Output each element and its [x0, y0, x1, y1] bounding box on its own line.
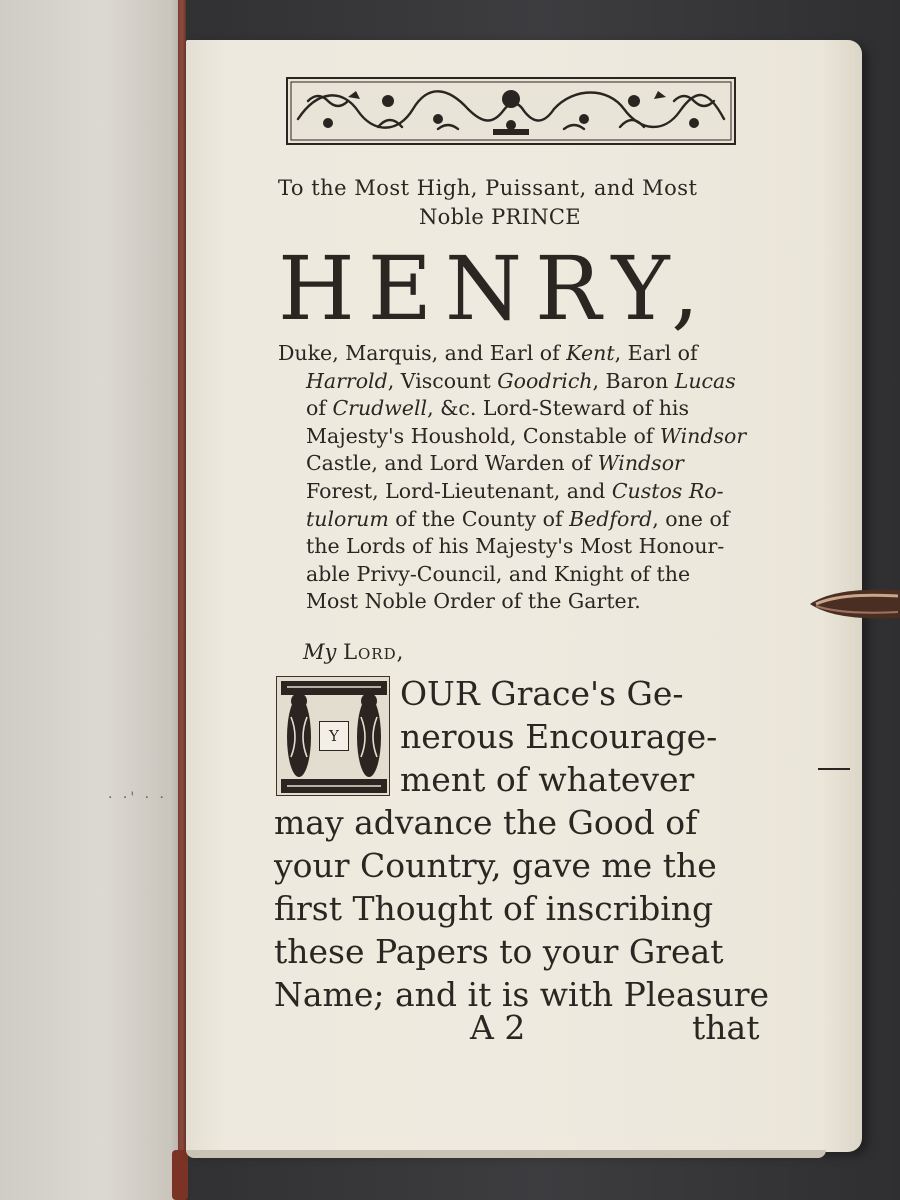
dedicatee-titles: [278, 340, 746, 616]
title-line: Forest, Lord-Lieutenant, and Custos Ro-: [306, 478, 724, 503]
greeting: [303, 640, 404, 664]
title-line: Harrold, Viscount Goodrich, Baron Lucas: [306, 368, 736, 393]
title-line: Castle, and Lord Warden of Windsor: [306, 451, 684, 476]
page-clip: [808, 582, 900, 624]
body-line: nerous Encourage-: [400, 717, 718, 756]
initial-letter: Y: [319, 721, 349, 751]
salutation-line-2: Noble PRINCE: [419, 205, 581, 229]
body-line: your Country, gave me the: [274, 846, 717, 885]
signature-mark: A 2: [470, 1008, 526, 1047]
body-line: OUR Grace's Ge-: [400, 674, 684, 713]
dedicatee-name: HENRY,: [278, 237, 713, 340]
body-line: Name; and it is with Pleasure: [274, 975, 770, 1014]
dedication-body: [274, 672, 769, 1016]
title-line: Majesty's Houshold, Constable of Windsor: [306, 423, 747, 448]
book-binding: [178, 0, 186, 1200]
salutation-line-1: To the Most High, Puissant, and Most: [278, 176, 698, 200]
ornamental-headpiece: [286, 77, 736, 145]
page-edge: [186, 1150, 826, 1158]
title-line: Most Noble Order of the Garter.: [306, 589, 641, 614]
title-line: of Crudwell, &c. Lord-Steward of his: [306, 396, 690, 421]
body-line: ment of whatever: [400, 760, 695, 799]
pencil-mark: [818, 768, 850, 770]
title-line: tulorum of the County of Bedford, one of: [306, 506, 730, 531]
left-page: [0, 0, 186, 1200]
body-line: may advance the Good of: [274, 803, 698, 842]
body-line: these Papers to your Great: [274, 932, 724, 971]
margin-pencil-marks: · ·' · ·: [108, 790, 167, 806]
book-binding-bottom: [172, 1150, 188, 1200]
title-line: the Lords of his Majesty's Most Honour-: [306, 534, 725, 559]
title-line: Duke, Marquis, and Earl of Kent, Earl of: [278, 341, 698, 365]
title-line: able Privy-Council, and Knight of the: [306, 561, 691, 586]
catchword: that: [692, 1008, 760, 1047]
body-line: first Thought of inscribing: [274, 889, 714, 928]
greeting-lord: Lord,: [343, 640, 405, 664]
greeting-my: My: [303, 640, 337, 664]
